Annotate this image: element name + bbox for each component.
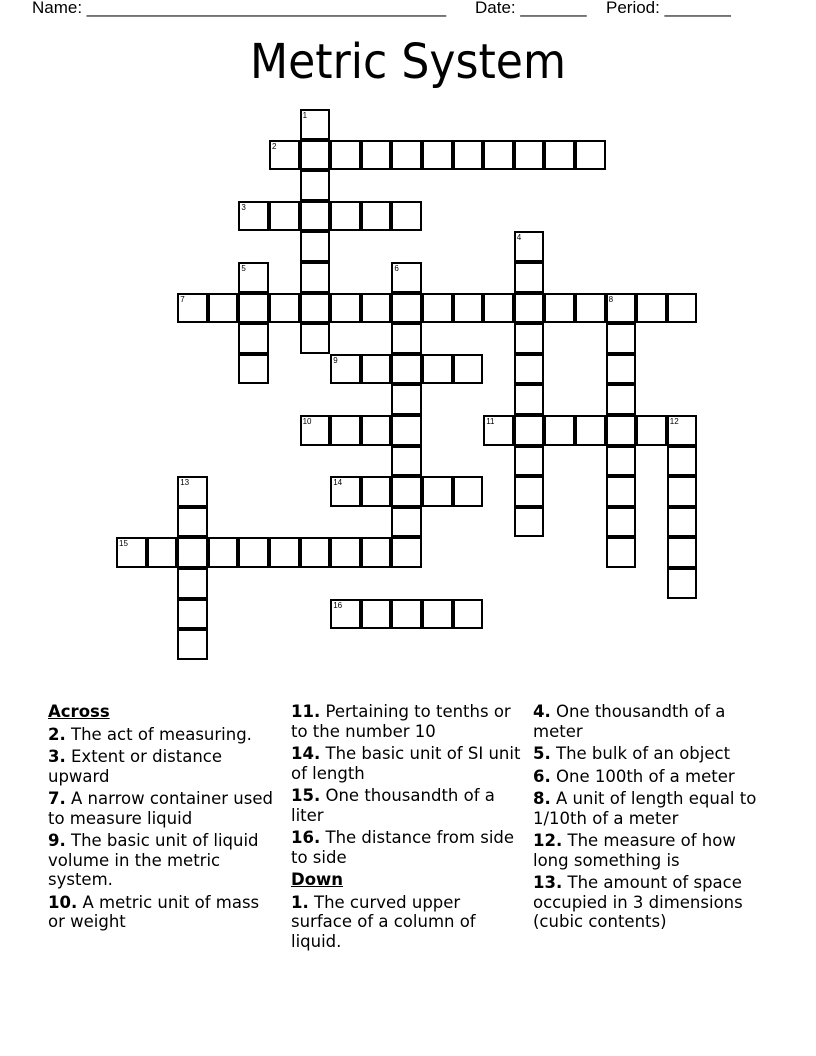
crossword-cell[interactable] [453,293,484,324]
down-heading: Down [291,870,344,889]
clue-across-11: 11. Pertaining to tenths or to the number 10 [291,702,511,741]
crossword-cell[interactable] [453,354,484,385]
cell-number: 5 [241,264,246,273]
date-field[interactable]: Date: _______ [475,0,587,17]
crossword-cell[interactable] [606,384,637,415]
crossword-cell[interactable] [636,293,667,324]
clue-down-1: 1. The curved upper surface of a column of liquid. [291,892,476,951]
crossword-cell[interactable] [483,140,514,171]
clue-column-2 [291,702,523,954]
clue-across-3: 3. Extent or distance upward [48,747,223,786]
crossword-cell[interactable] [116,537,147,568]
crossword-cell[interactable] [453,599,484,630]
crossword-cell[interactable] [330,599,361,630]
crossword-cell[interactable] [238,354,269,385]
crossword-cell[interactable] [606,323,637,354]
crossword-cell[interactable] [606,415,637,446]
crossword-cell[interactable] [208,293,239,324]
crossword-cell[interactable] [391,140,422,171]
clue-across-10: 10. A metric unit of mass or weight [48,892,260,931]
cell-number: 4 [516,233,522,243]
crossword-cell[interactable] [636,415,667,446]
crossword-cell[interactable] [575,293,606,324]
crossword-cell[interactable] [544,415,575,446]
crossword-cell[interactable] [606,354,637,385]
crossword-cell[interactable] [606,507,637,538]
crossword-cell[interactable] [330,415,361,446]
crossword-cell[interactable] [361,476,392,507]
crossword-cell[interactable] [422,476,453,507]
crossword-cell[interactable] [361,140,392,171]
crossword-cell[interactable] [361,599,392,630]
crossword-cell[interactable] [514,476,545,507]
clue-down-13: 13. The amount of space occupied in 3 dimensions (cubic contents) [533,873,743,931]
crossword-cell[interactable] [238,323,269,354]
crossword-cell[interactable] [330,140,361,171]
crossword-cell[interactable] [177,293,208,324]
cell-number: 9 [333,355,338,365]
crossword-cell[interactable] [269,140,300,171]
crossword-cell[interactable] [575,140,606,171]
crossword-cell[interactable] [667,476,698,507]
crossword-cell[interactable] [391,446,422,477]
crossword-cell[interactable] [422,599,453,630]
crossword-cell[interactable] [667,507,698,538]
across-heading: Across [48,702,110,721]
crossword-cell[interactable] [514,384,545,415]
crossword-cell[interactable] [330,293,361,324]
clue-down-12: 12. The measure of how long something is [533,831,736,870]
cell-number: 16 [333,600,343,610]
crossword-cell[interactable] [238,293,269,324]
crossword-cell[interactable] [667,446,698,477]
page-title: Metric System [249,34,566,90]
crossword-cell[interactable] [606,293,637,324]
crossword-cell[interactable] [177,599,208,630]
crossword-cell[interactable] [667,537,698,568]
crossword-cell[interactable] [514,262,545,293]
crossword-cell[interactable] [361,201,392,232]
crossword-cell[interactable] [300,231,331,262]
crossword-cell[interactable] [391,476,422,507]
crossword-cell[interactable] [330,201,361,232]
crossword-cell[interactable] [483,415,514,446]
crossword-cell[interactable] [330,537,361,568]
crossword-cell[interactable] [300,323,331,354]
crossword-cell[interactable] [514,507,545,538]
crossword-cell[interactable] [667,293,698,324]
crossword-cell[interactable] [514,323,545,354]
crossword-cell[interactable] [514,293,545,324]
crossword-cell[interactable] [300,262,331,293]
crossword-cell[interactable] [147,537,178,568]
name-field[interactable]: Name: ______________________________________ [32,0,447,17]
clue-down-8: 8. A unit of length equal to 1/10th of a meter [533,789,757,828]
crossword-cell[interactable] [544,140,575,171]
crossword-cell[interactable] [177,537,208,568]
cell-number: 15 [119,539,128,549]
crossword-cell[interactable] [514,140,545,171]
cell-number: 13 [180,478,190,488]
crossword-cell[interactable] [269,537,300,568]
crossword-cell[interactable] [300,293,331,324]
cell-number: 1 [302,111,308,120]
clue-across-14: 14. The basic unit of SI unit of length [291,744,521,783]
crossword-cell[interactable] [514,354,545,385]
crossword-cell[interactable] [177,568,208,599]
cell-number: 11 [486,417,495,426]
cell-number: 12 [669,417,679,426]
crossword-cell[interactable] [361,537,392,568]
crossword-cell[interactable] [238,201,269,232]
crossword-cell[interactable] [177,507,208,538]
crossword-cell[interactable] [514,231,545,262]
crossword-cell[interactable] [391,507,422,538]
crossword-cell[interactable] [208,537,239,568]
crossword-cell[interactable] [269,201,300,232]
clue-column-1 [48,702,280,935]
cell-number: 14 [333,478,343,488]
crossword-cell[interactable] [300,415,331,446]
crossword-cell[interactable] [361,293,392,324]
crossword-cell[interactable] [667,415,698,446]
clue-across-2: 2. The act of measuring. [48,724,252,744]
cell-number: 2 [272,141,277,151]
period-field[interactable]: Period: _______ [606,0,731,17]
crossword-cell[interactable] [514,415,545,446]
cell-number: 3 [241,202,246,212]
crossword-cell[interactable] [300,201,331,232]
crossword-cell[interactable] [606,537,637,568]
crossword-cell[interactable] [606,476,637,507]
clue-across-9: 9. The basic unit of liquid volume in the metric system. [48,831,259,889]
crossword-cell[interactable] [391,262,422,293]
crossword-cell[interactable] [238,262,269,293]
crossword-cell[interactable] [361,354,392,385]
crossword-cell[interactable] [667,568,698,599]
clue-down-5: 5. The bulk of an object [533,744,731,763]
crossword-cell[interactable] [330,476,361,507]
crossword-cell[interactable] [391,201,422,232]
crossword-cell[interactable] [238,537,269,568]
crossword-cell[interactable] [422,354,453,385]
crossword-cell[interactable] [391,384,422,415]
crossword-cell[interactable] [453,476,484,507]
clue-across-7: 7. A narrow container used to measure liquid [48,789,273,828]
crossword-cell[interactable] [391,293,422,324]
crossword-cell[interactable] [422,140,453,171]
crossword-cell[interactable] [177,629,208,660]
crossword-cell[interactable] [544,293,575,324]
crossword-cell[interactable] [391,415,422,446]
cell-number: 10 [302,417,312,426]
crossword-cell[interactable] [422,293,453,324]
crossword-cell[interactable] [514,446,545,477]
crossword-cell[interactable] [391,537,422,568]
cell-number: 6 [394,264,399,273]
crossword-cell[interactable] [453,140,484,171]
crossword-cell[interactable] [269,293,300,324]
clue-across-16: 16. The distance from side to side [291,828,515,867]
crossword-cell[interactable] [391,323,422,354]
cell-number: 7 [180,294,185,304]
crossword-cell[interactable] [483,293,514,324]
crossword-cell[interactable] [361,415,392,446]
crossword-cell[interactable] [300,170,331,201]
clue-down-6: 6. One 100th of a meter [533,766,735,786]
crossword-cell[interactable] [300,537,331,568]
clue-down-4: 4. One thousandth of a meter [533,702,726,741]
crossword-cell[interactable] [300,109,331,140]
cell-number: 8 [608,294,614,304]
crossword-cell[interactable] [330,354,361,385]
crossword-cell[interactable] [606,446,637,477]
clue-across-15: 15. One thousandth of a liter [291,786,495,825]
crossword-cell[interactable] [391,599,422,630]
crossword-cell[interactable] [177,476,208,507]
crossword-cell[interactable] [391,354,422,385]
crossword-cell[interactable] [300,140,331,171]
clue-column-3 [533,702,765,935]
crossword-cell[interactable] [575,415,606,446]
